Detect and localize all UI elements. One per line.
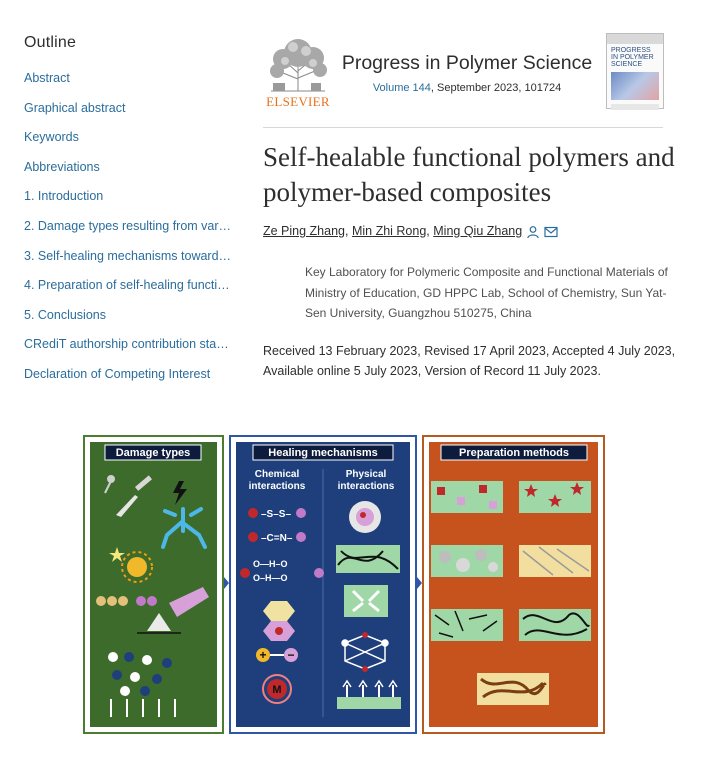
author-link[interactable]: Min Zhi Rong	[351, 224, 427, 238]
disulfide-bond: –S–S–	[261, 509, 292, 520]
outline-item-keywords[interactable]: Keywords	[24, 130, 79, 145]
cover-footer	[611, 104, 659, 110]
outline-title: Outline	[24, 34, 77, 51]
flow-arrow-icon-2	[417, 577, 422, 589]
person-icon[interactable]	[526, 225, 540, 239]
svg-text:+: +	[259, 648, 267, 662]
chemical-label: Chemical	[254, 469, 300, 480]
mail-icon[interactable]	[544, 226, 558, 238]
outline-item-damage-types[interactable]: 2. Damage types resulting from var…	[24, 218, 232, 233]
svg-text:M: M	[272, 684, 282, 696]
article-dates: Received 13 February 2023, Revised 17 April 2023, Accepted 4 July 2023, Available online 5 July 2023, Version of Record 11 July 2023.	[263, 344, 676, 378]
journal-header	[263, 30, 663, 128]
affiliation: Key Laboratory for Polymeric Composite and Functional Materials of Ministry of Education, GD HPPC Lab, School of Chemistry, Sun Yat-Sen University, Guangzhou 510275, China	[305, 265, 668, 320]
author-link[interactable]: Ming Qiu Zhang	[433, 224, 523, 238]
panel-healing-mechanisms	[230, 436, 416, 733]
outline-item-introduction[interactable]: 1. Introduction	[24, 189, 104, 204]
outline-item-preparation[interactable]: 4. Preparation of self-healing functi…	[24, 278, 230, 293]
svg-text:−: −	[287, 648, 295, 662]
imine-bond: –C=N–	[261, 533, 293, 544]
panel2-title: Healing mechanisms	[268, 447, 378, 459]
hbond-bottom: O–H—O	[253, 573, 288, 583]
issue-info: , September 2023, 101724	[430, 82, 562, 94]
journal-cover-icon[interactable]	[606, 33, 664, 109]
graphical-abstract-image[interactable]	[83, 435, 606, 735]
flow-arrow-icon	[224, 577, 229, 589]
outline-item-mechanisms[interactable]: 3. Self-healing mechanisms toward…	[24, 248, 232, 263]
cover-band	[607, 34, 663, 44]
entanglement-icon	[336, 545, 400, 573]
outline-item-abbreviations[interactable]: Abbreviations	[24, 159, 100, 174]
article-title: Self-healable functional polymers and polymer-based composites	[263, 142, 675, 207]
shape-memory-icon	[344, 585, 388, 617]
journal-meta	[263, 82, 663, 94]
outline-item-conclusions[interactable]: 5. Conclusions	[24, 307, 106, 322]
cover-name: PROGRESS IN POLYMER SCIENCE	[611, 47, 654, 68]
panel-preparation-methods	[423, 436, 604, 733]
hbond-top: O—H–O	[253, 559, 288, 569]
chemical-label-2: interactions	[248, 481, 306, 492]
outline-sidebar	[24, 34, 239, 396]
author-link[interactable]: Ze Ping Zhang	[263, 224, 345, 238]
physical-label-2: interactions	[337, 481, 395, 492]
panel1-title: Damage types	[115, 447, 191, 459]
authors: Ze Ping Zhang, Min Zhi Rong, Ming Qiu Zhang	[263, 224, 558, 239]
physical-label: Physical	[345, 469, 387, 480]
metal-coordination-icon	[263, 675, 291, 703]
panel-damage-types	[84, 436, 223, 733]
volume-link[interactable]: Volume 144	[372, 82, 431, 94]
outline-item-credit[interactable]: CRediT authorship contribution sta…	[24, 337, 229, 352]
microcapsule-icon	[349, 501, 381, 533]
cover-image	[611, 72, 659, 100]
journal-title[interactable]: Progress in Polymer Science	[341, 52, 593, 74]
publisher-name: ELSEVIER	[266, 94, 330, 109]
panel3-title: Preparation methods	[458, 447, 570, 459]
outline-item-abstract[interactable]: Abstract	[24, 71, 70, 85]
outline-item-competing-interest[interactable]: Declaration of Competing Interest	[24, 366, 211, 381]
outline-item-graphical-abstract[interactable]: Graphical abstract	[24, 100, 126, 115]
